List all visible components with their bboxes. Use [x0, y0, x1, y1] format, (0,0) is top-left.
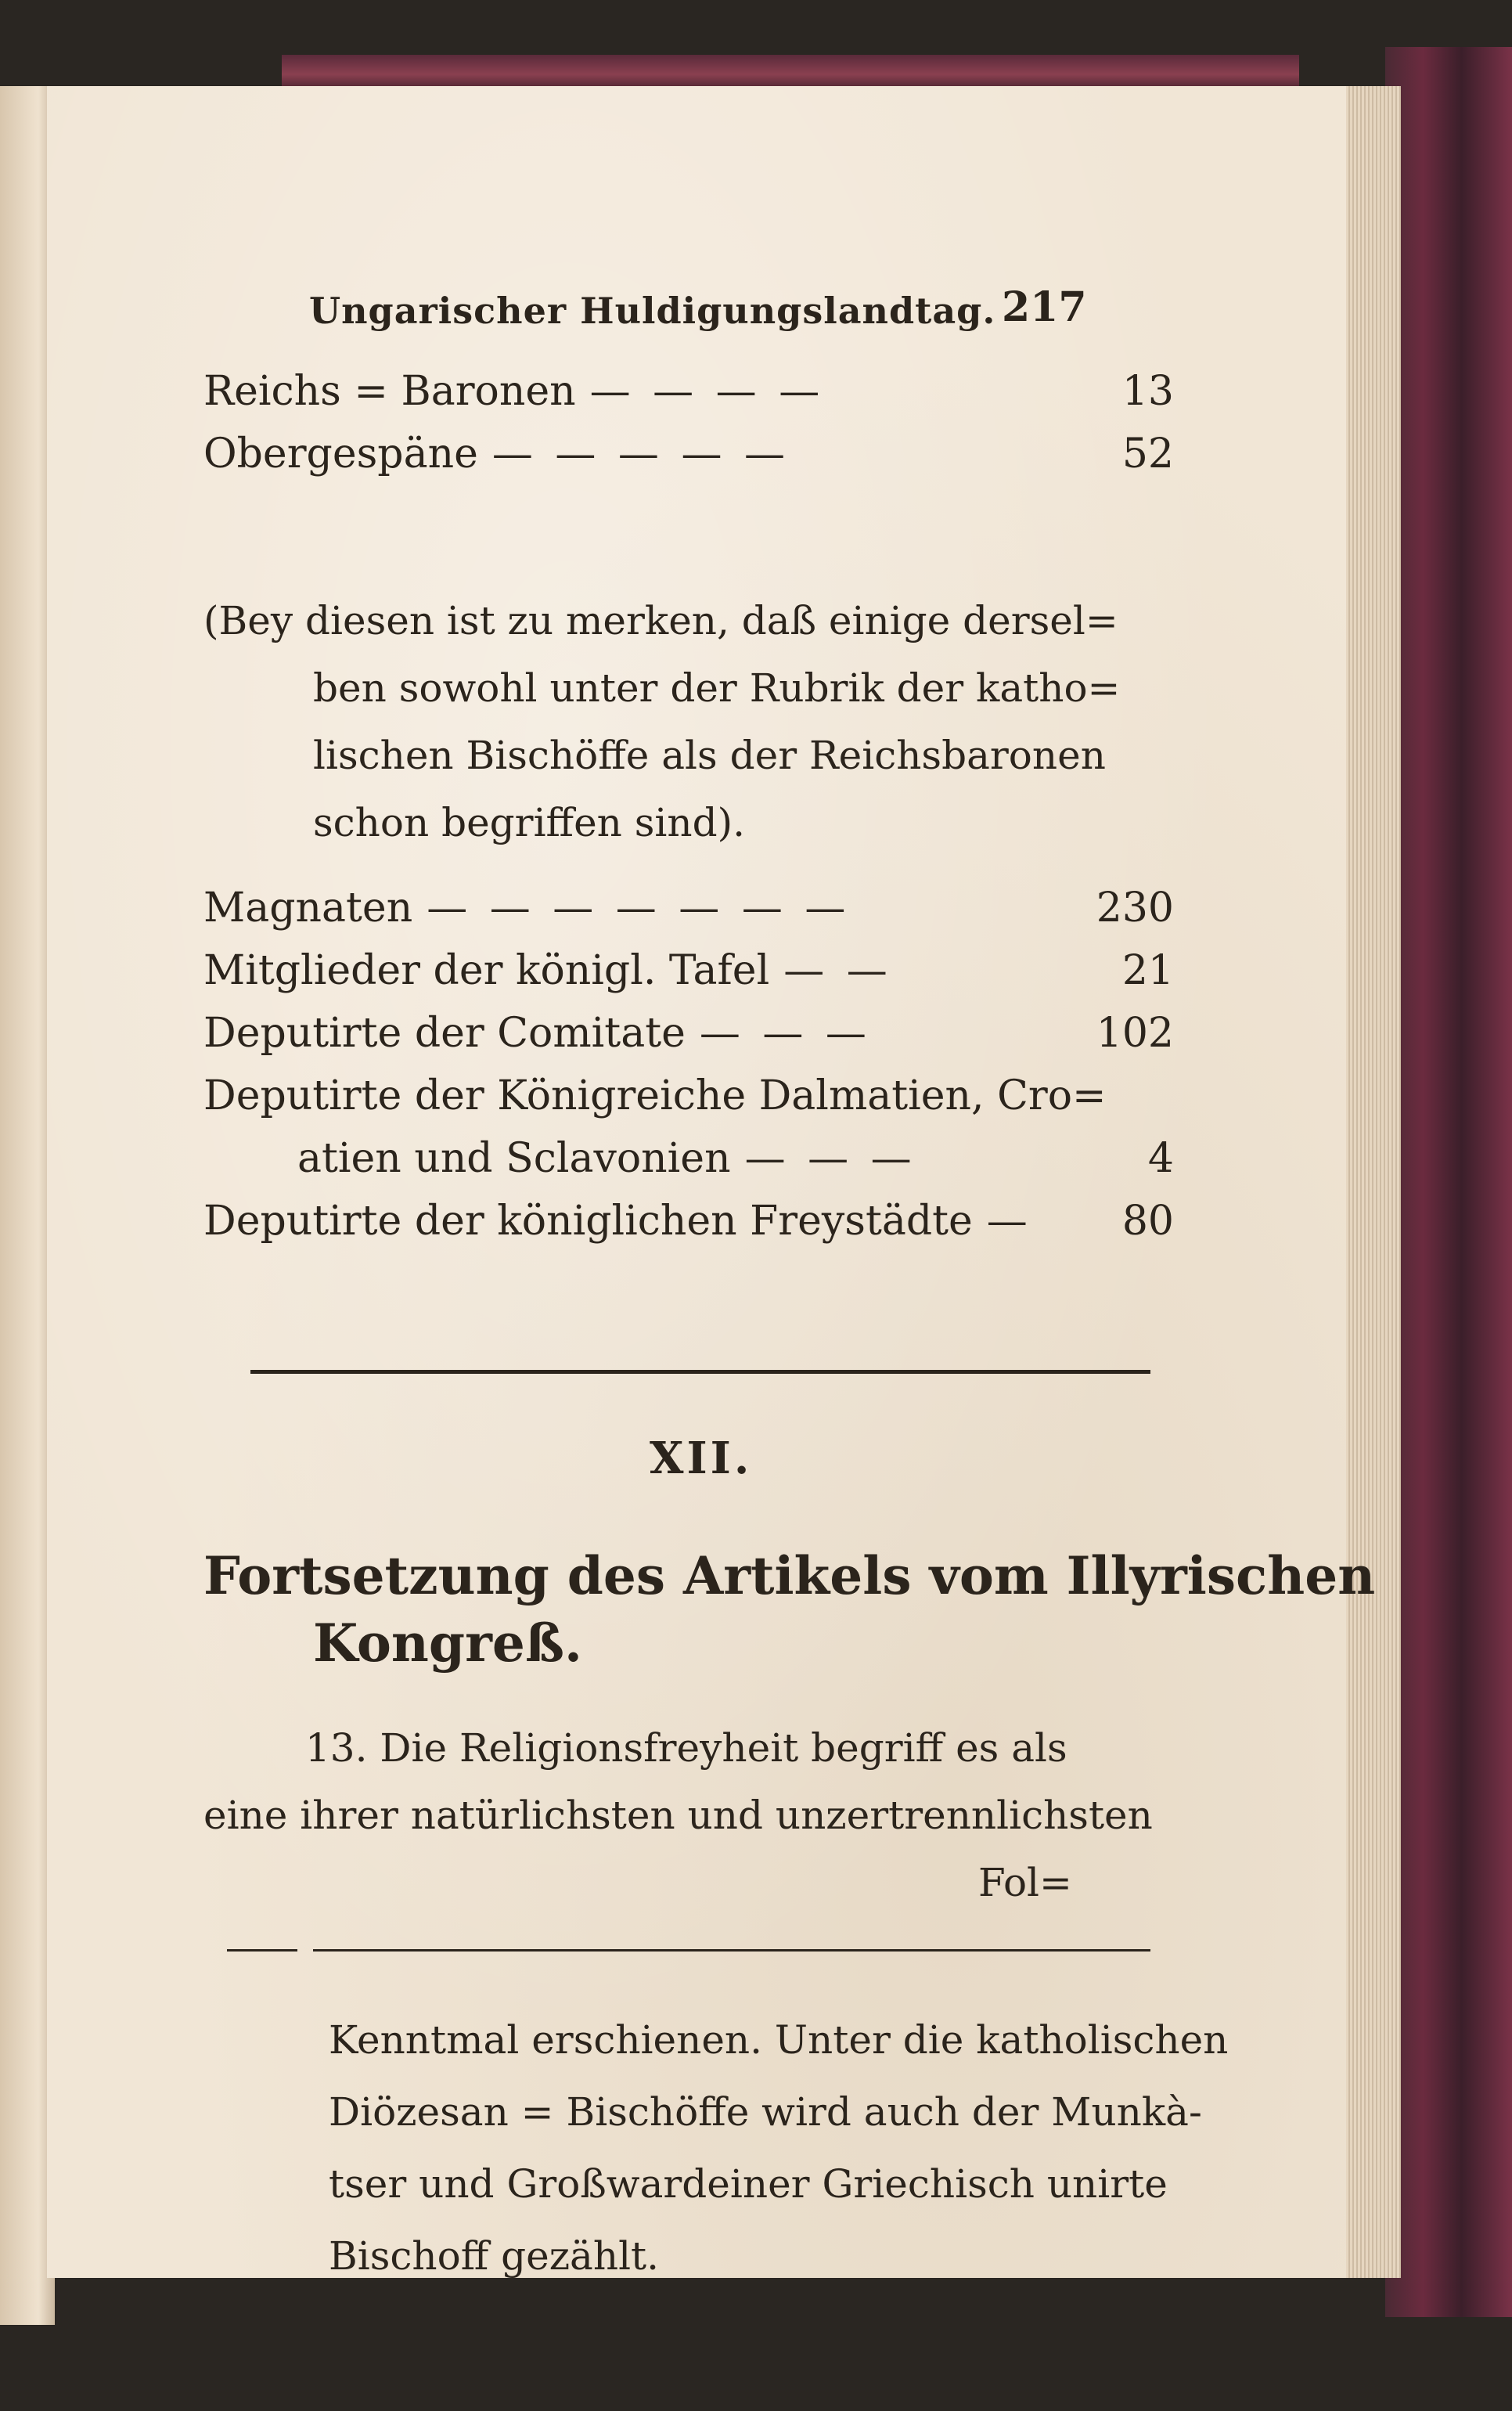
page-number: 217 [1002, 283, 1087, 331]
note-line: lischen Bischöffe als der Reichsbaronen [313, 733, 1106, 778]
leader-dashes: — — — — — — — [427, 885, 851, 932]
book-page [47, 86, 1376, 2279]
list-item-value: 230 [1096, 885, 1174, 932]
list-item [203, 368, 1174, 415]
list-item-label: Obergespäne [203, 431, 478, 478]
section-number: XII. [650, 1433, 753, 1484]
list-item [203, 885, 1174, 932]
leader-dashes: — [986, 1198, 1032, 1245]
list-item-value: 13 [1121, 368, 1174, 415]
leader-dashes: — — [783, 947, 892, 994]
leader-dashes: — — — [744, 1135, 916, 1182]
list-item-label: Mitglieder der königl. Tafel [203, 947, 770, 994]
leader-dashes: — — — — — [491, 431, 790, 478]
list-item-label: Deputirte der Königreiche Dalmatien, Cro= [203, 1072, 1107, 1119]
list-item-value: 80 [1121, 1198, 1174, 1245]
list-item [297, 1135, 1174, 1182]
section-heading-continued: Kongreß. [313, 1613, 582, 1674]
catchword: Fol= [978, 1860, 1072, 1905]
list-item-value: 52 [1121, 431, 1174, 478]
list-item-label: Reichs = Baronen [203, 368, 576, 415]
section-heading: Fortsetzung des Artikels vom Illyrischen [203, 1545, 1376, 1606]
note-line: ben sowohl unter der Rubrik der katho= [313, 665, 1121, 711]
body-line: 13. Die Religionsfreyheit begriff es als [305, 1725, 1067, 1771]
list-item-value: 102 [1096, 1010, 1174, 1057]
section-divider [250, 1370, 1150, 1374]
list-item-value: 21 [1121, 947, 1174, 994]
leader-dashes: — — — — [589, 368, 825, 415]
list-item [203, 1072, 1174, 1119]
footnote-line: Kenntmal erschienen. Unter die katholischen [329, 2017, 1229, 2063]
leader-dashes: — — — [699, 1010, 871, 1057]
list-item-value: 4 [1147, 1135, 1174, 1182]
footnote-rule-short [227, 1949, 297, 1952]
footnote-line: Diözesan = Bischöffe wird auch der Munkà- [329, 2089, 1202, 2135]
footnote-line: tser und Großwardeiner Griechisch unirte [329, 2161, 1168, 2207]
footnote-rule [313, 1949, 1150, 1952]
book-cover-right [1385, 47, 1512, 2317]
note-line: schon begriffen sind). [313, 800, 746, 845]
list-item-label: Deputirte der königlichen Freystädte [203, 1198, 973, 1245]
list-item-label: Deputirte der Comitate [203, 1010, 686, 1057]
note-line: (Bey diesen ist zu merken, daß einige dersel= [203, 598, 1118, 643]
list-item-label: atien und Sclavonien [297, 1135, 731, 1182]
list-item [203, 1198, 1174, 1245]
list-item-label: Magnaten [203, 885, 413, 932]
list-item [203, 947, 1174, 994]
list-item [203, 1010, 1174, 1057]
footnote-line: Bischoff gezählt. [329, 2233, 660, 2279]
body-line: eine ihrer natürlichsten und unzertrennlichsten [203, 1793, 1153, 1838]
running-header-title: Ungarischer Huldigungslandtag. [309, 290, 996, 332]
list-item [203, 431, 1174, 478]
